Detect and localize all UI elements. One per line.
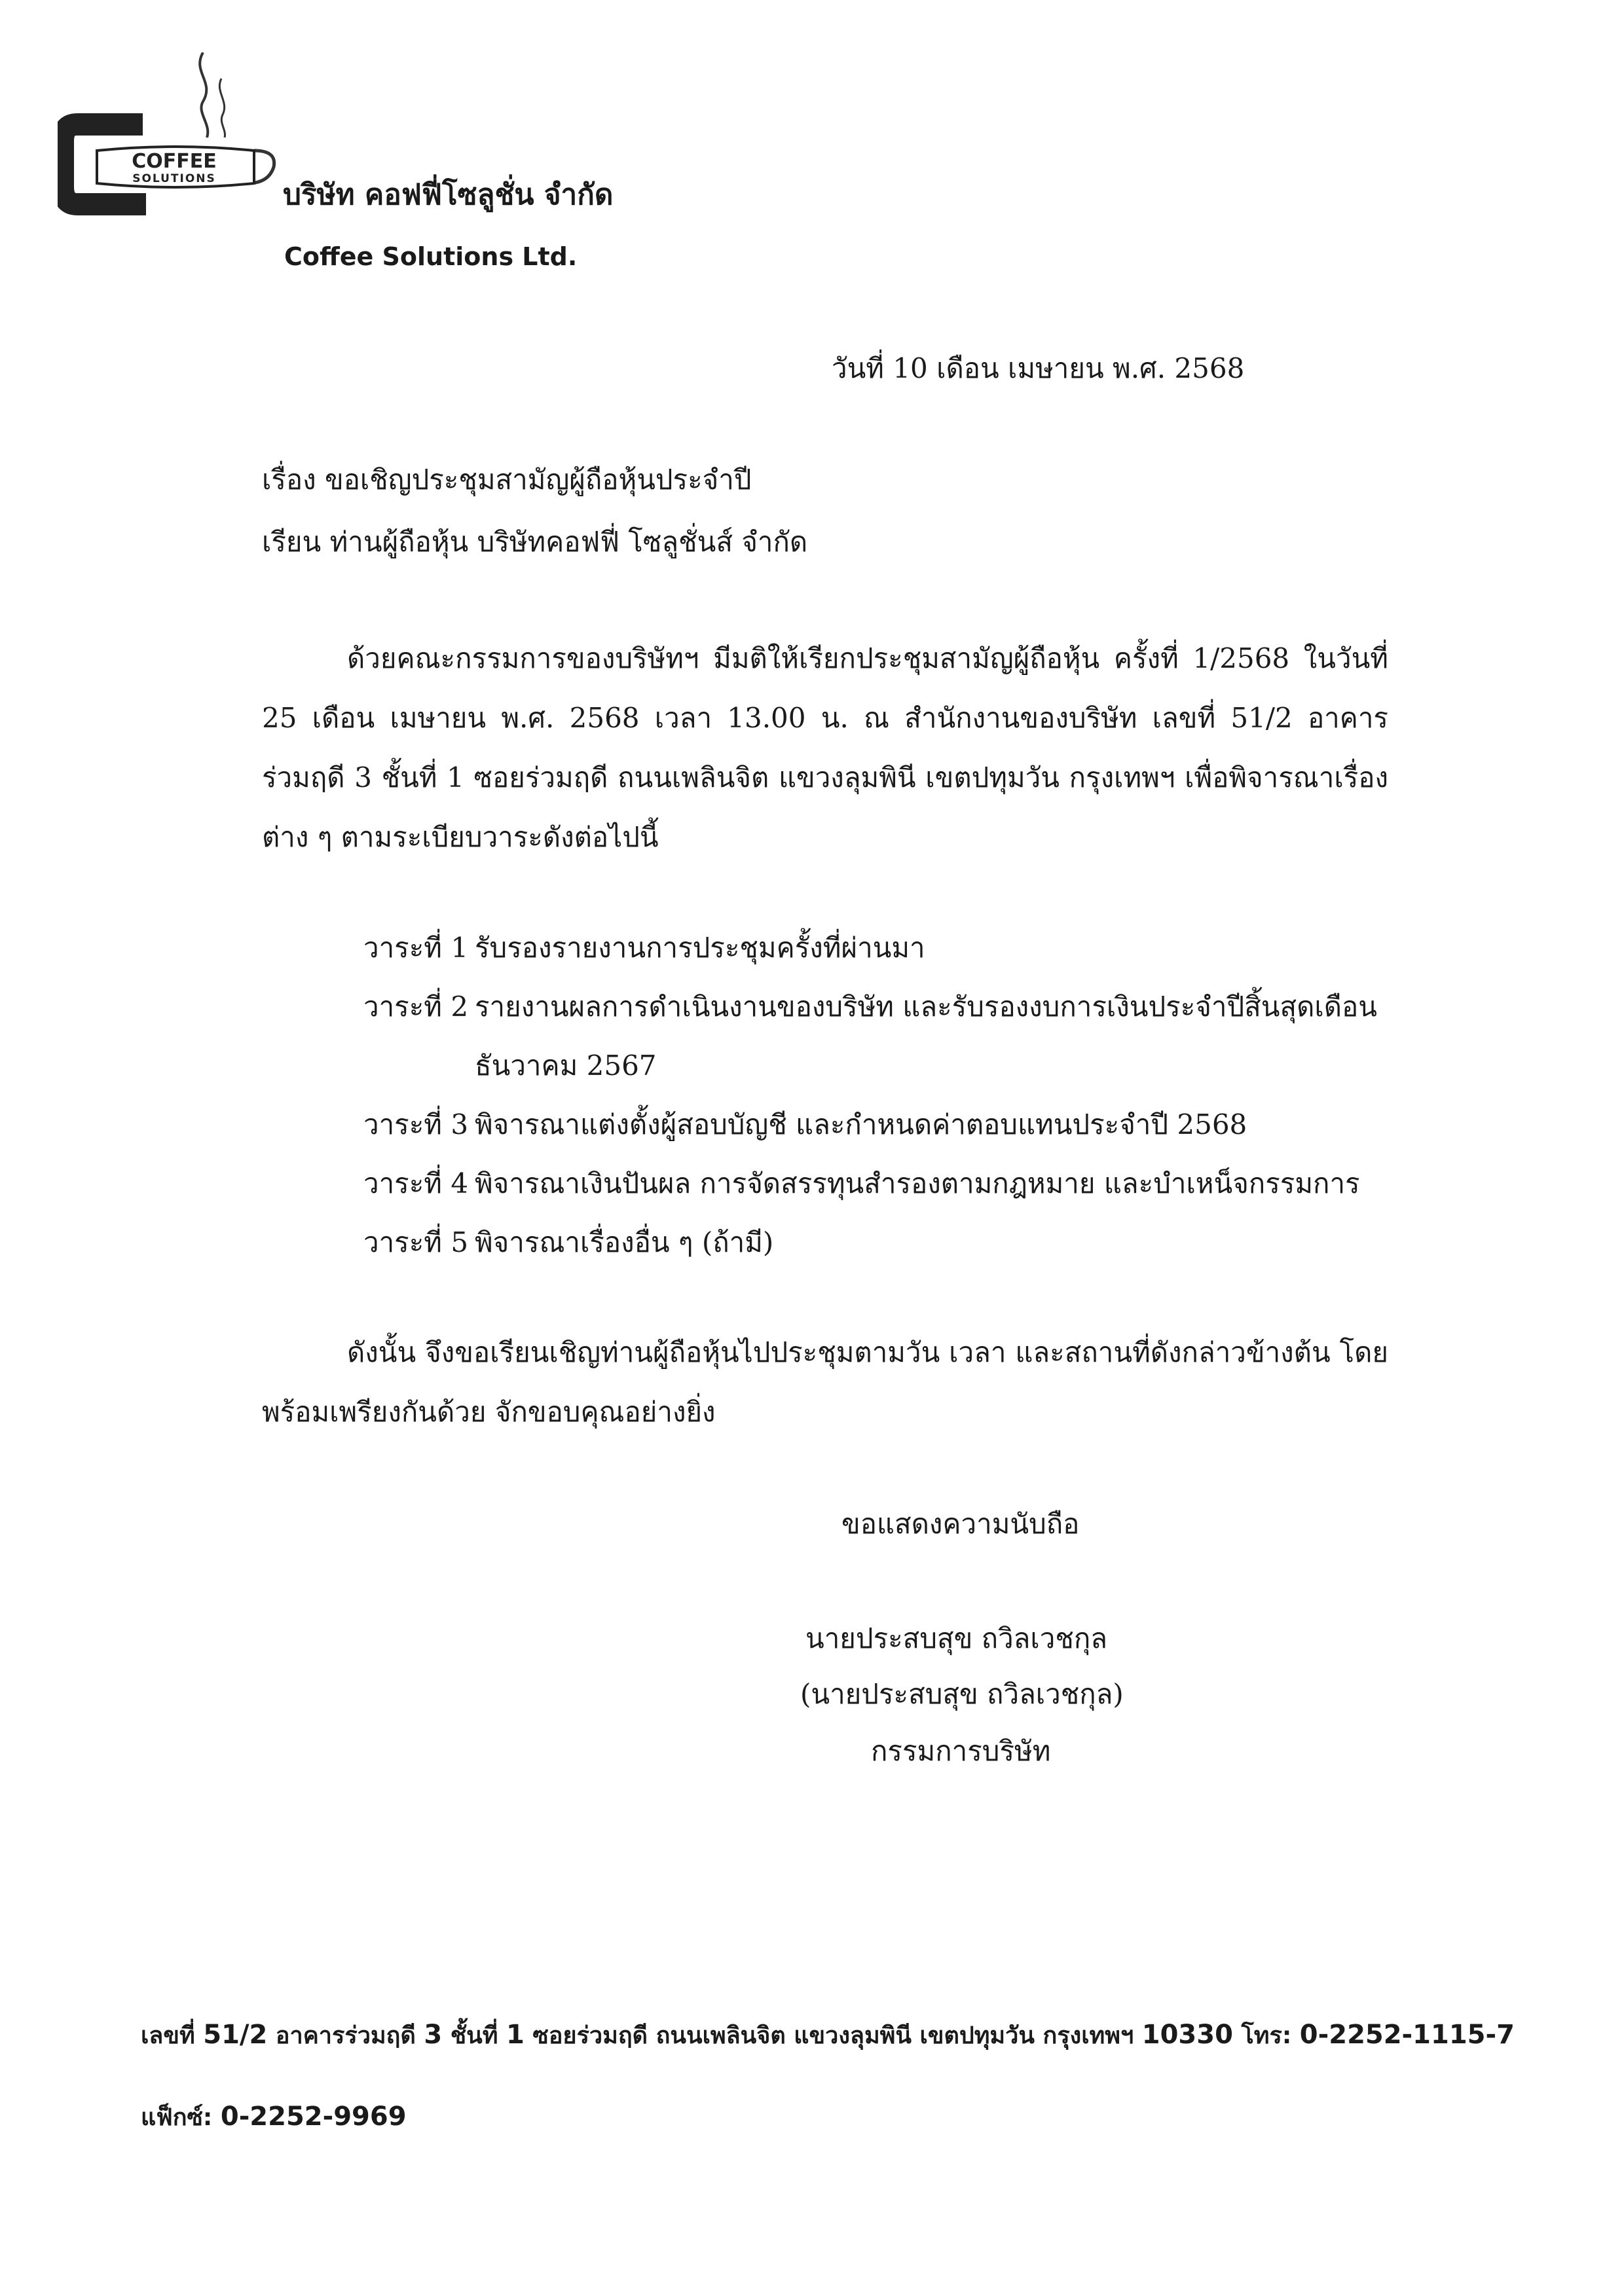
steam-icon [200, 52, 208, 137]
agenda-label: วาระที่ 4 [363, 1167, 469, 1199]
logo-text-coffee: COFFEE [132, 150, 217, 173]
agenda-label: วาระที่ 5 [363, 1226, 469, 1258]
logo-text-solutions: SOLUTIONS [132, 172, 216, 185]
steam-icon [219, 79, 225, 137]
footer-fax-number: 0-2252-9969 [220, 2102, 407, 2132]
agenda-item-3 [363, 1103, 1247, 1146]
agenda-item-2-continued: ธันวาคม 2567 [475, 1049, 657, 1082]
company-name-thai: บริษัท คอฟฟี่โซลูชั่น จำกัด [283, 178, 614, 211]
signatory-title: กรรมการบริษัท [871, 1735, 1051, 1767]
agenda-text: พิจารณาเงินปันผล การจัดสรรทุนสำรองตามกฎหมาย และบำเหน็จกรรมการ [475, 1167, 1360, 1199]
company-logo [58, 52, 280, 216]
agenda-text: พิจารณาเรื่องอื่น ๆ (ถ้ามี) [475, 1226, 774, 1258]
letter-date: วันที่ 10 เดือน เมษายน พ.ศ. 2568 [832, 352, 1245, 384]
agenda-item-4 [363, 1162, 1360, 1205]
body-paragraph-2: ดังนั้น จึงขอเรียนเชิญท่านผู้ถือหุ้นไปประชุมตามวัน เวลา และสถานที่ดังกล่าวข้างต้น โดยพร้อมเพรียงกันด้วย จักขอบคุณอย่างยิ่ง [262, 1336, 1388, 1428]
letter-recipient: เรียน ท่านผู้ถือหุ้น บริษัทคอฟฟี่ โซลูชั่นส์ จำกัด [262, 526, 808, 558]
footer-phone: 0-2252-1115-7 [1299, 2020, 1515, 2050]
agenda-label: วาระที่ 1 [363, 932, 469, 964]
agenda-item-2 [363, 985, 1377, 1029]
agenda-item-1 [363, 926, 925, 970]
closing-salutation: ขอแสดงความนับถือ [841, 1508, 1080, 1540]
agenda-text: พิจารณาแต่งตั้งผู้สอบบัญชี และกำหนดค่าตอบแทนประจำปี 2568 [475, 1108, 1247, 1140]
letter-subject: เรื่อง ขอเชิญประชุมสามัญผู้ถือหุ้นประจำปี [262, 464, 752, 496]
company-name-english: Coffee Solutions Ltd. [284, 242, 578, 271]
agenda-label: วาระที่ 2 [363, 991, 469, 1023]
footer-address: เลขที่ 51/2 อาคารร่วมฤดี 3 ชั้นที่ 1 ซอยร่วมฤดี ถนนเพลินจิต แขวงลุมพินี เขตปทุมวัน กรุงเทพฯ 10330 โทร: 0-2252-1115-7 [141, 2020, 1515, 2050]
agenda-text: รับรองรายงานการประชุมครั้งที่ผ่านมา [475, 932, 925, 964]
body-paragraph-1: ด้วยคณะกรรมการของบริษัทฯ มีมติให้เรียกประชุมสามัญผู้ถือหุ้น ครั้งที่ 1/2568 ในวันที่ 25 เดือน เมษายน พ.ศ. 2568 เวลา 13.00 น. ณ สำนักงานของบริษัท เลขที่ 51/2 อาคารร่วมฤดี 3 ชั้นที่ 1 ซอยร่วมฤดี ถนนเพลินจิต แขวงลุมพินี เขตปทุมวัน กรุงเทพฯ เพื่อพิจารณาเรื่องต่าง ๆ ตามระเบียบวาระดังต่อไปนี้ [262, 642, 1388, 853]
agenda-text: รายงานผลการดำเนินงานของบริษัท และรับรองงบการเงินประจำปีสิ้นสุดเดือน [475, 991, 1377, 1023]
agenda-label: วาระที่ 3 [363, 1108, 469, 1140]
signatory-name: นายประสบสุข ถวิลเวชกุล [805, 1622, 1108, 1654]
footer-fax: แฟ็กซ์: 0-2252-9969 [141, 2102, 407, 2132]
signatory-name-printed: (นายประสบสุข ถวิลเวชกุล) [800, 1678, 1124, 1710]
agenda-item-5 [363, 1221, 773, 1264]
